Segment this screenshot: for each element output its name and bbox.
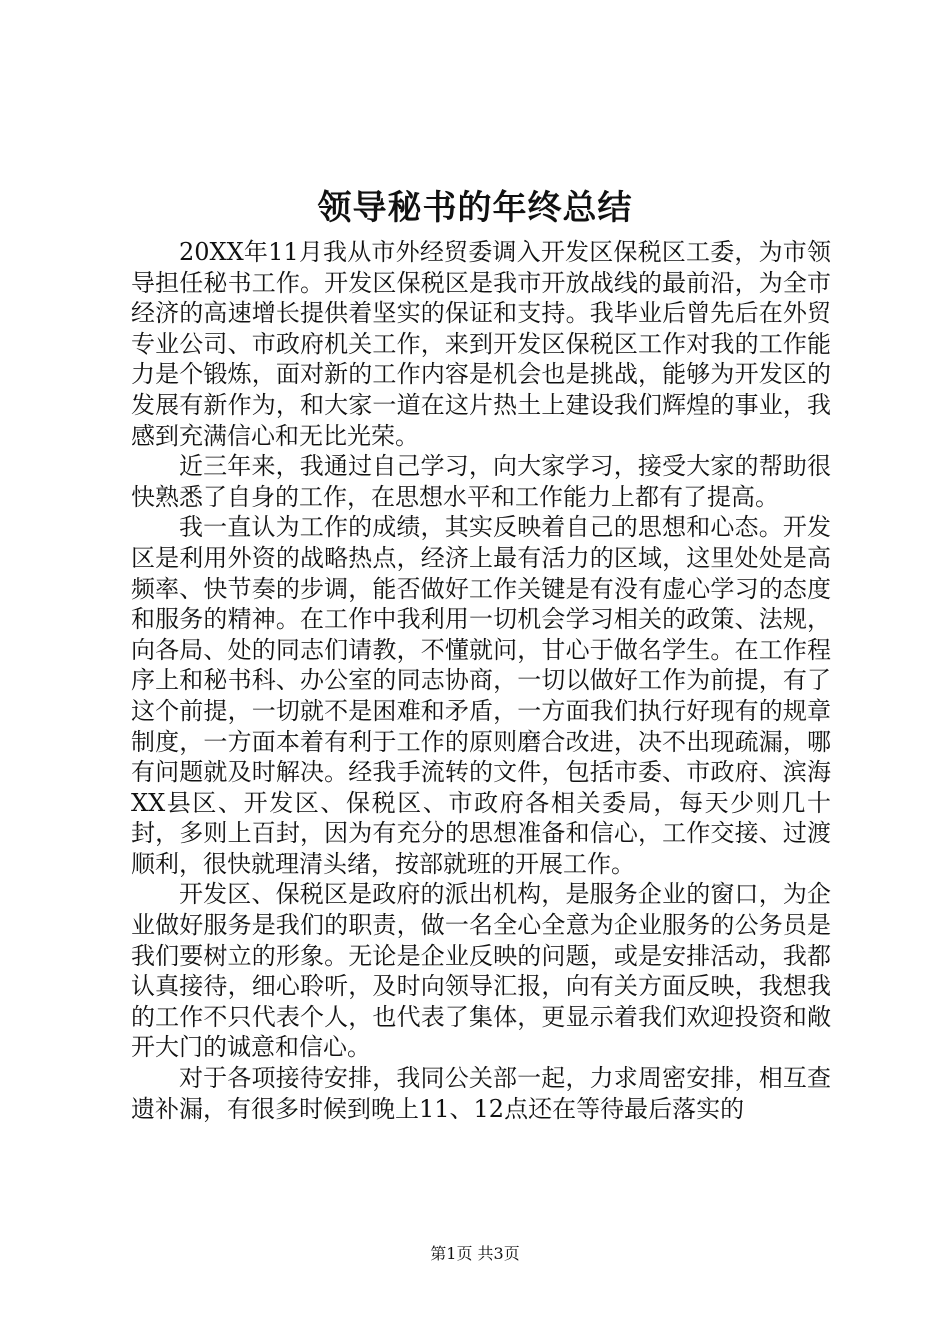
paragraph-3: 我一直认为工作的成绩，其实反映着自己的思想和心态。开发区是利用外资的战略热点，经济上最有活力的区域，这里处处是高频率、快节奏的步调，能否做好工作关键是有没有虚心学习的态度和服务的精神。在工作中我利用一切机会学习相关的政策、法规，向各局、处的同志们请教，不懂就问，甘心于做名学生。在工作程序上和秘书科、办公室的同志协商，一切以做好工作为前提，有了这个前提，一切就不是困难和矛盾，一方面我们执行好现有的规章制度，一方面本着有利于工作的原则磨合改进，决不出现疏漏，哪有问题就及时解决。经我手流转的文件，包括市委、市政府、滨海XX县区、开发区、保税区、市政府各相关委局，每天少则几十封，多则上百封，因为有充分的思想准备和信心，工作交接、过渡顺利，很快就理清头绪，按部就班的开展工作。	[131, 513, 831, 878]
paragraph-4: 开发区、保税区是政府的派出机构，是服务企业的窗口，为企业做好服务是我们的职责，做一名全心全意为企业服务的公务员是我们要树立的形象。无论是企业反映的问题，或是安排活动，我都认真接待，细心聆听，及时向领导汇报，向有关方面反映，我想我的工作不只代表个人，也代表了集体，更显示着我们欢迎投资和敞开大门的诚意和信心。	[131, 880, 831, 1062]
paragraph-5: 对于各项接待安排，我同公关部一起，力求周密安排，相互查遗补漏，有很多时候到晚上11、12点还在等待最后落实的	[131, 1064, 831, 1123]
paragraph-2: 近三年来，我通过自己学习，向大家学习，接受大家的帮助很快熟悉了自身的工作，在思想水平和工作能力上都有了提高。	[131, 452, 831, 511]
page-footer: 第1页 共3页	[430, 1244, 520, 1263]
paragraph-1: 20XX年11月我从市外经贸委调入开发区保税区工委，为市领导担任秘书工作。开发区保税区是我市开放战线的最前沿，为全市经济的高速增长提供着坚实的保证和支持。我毕业后曾先后在外贸专业公司、市政府机关工作，来到开发区保税区工作对我的工作能力是个锻炼，面对新的工作内容是机会也是挑战，能够为开发区的发展有新作为，和大家一道在这片热土上建设我们辉煌的事业，我感到充满信心和无比光荣。	[131, 238, 831, 450]
document-title: 领导秘书的年终总结	[317, 188, 633, 228]
document-body	[131, 237, 831, 1124]
